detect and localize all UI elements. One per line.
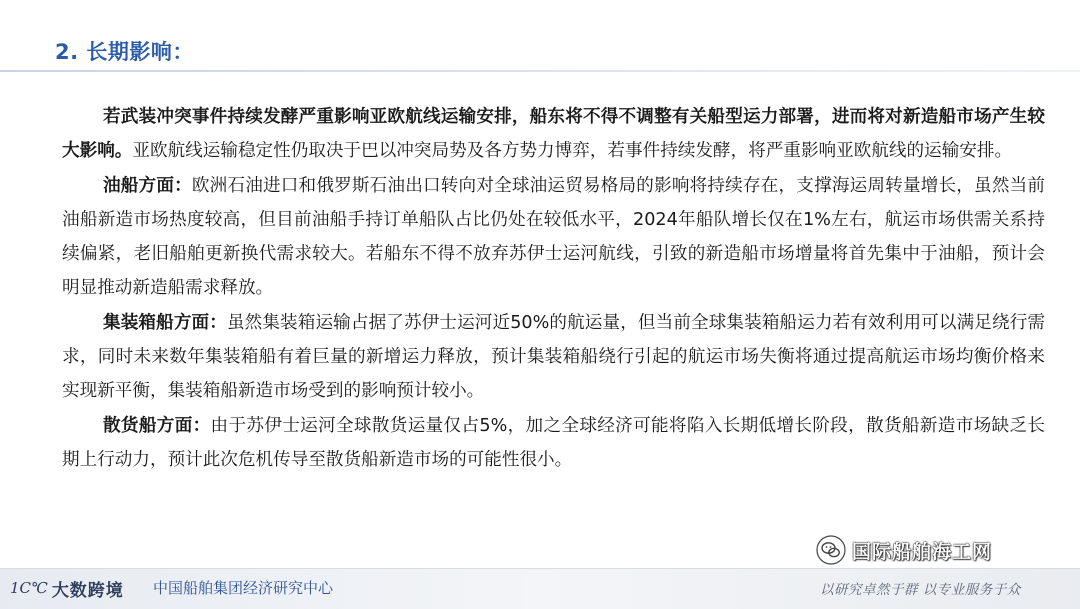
watermark-text: 国际船舶海工网 [852, 540, 993, 563]
paragraph-body: 欧洲石油进口和俄罗斯石油出口转向对全球油运贸易格局的影响将持续存在，支撑海运周转量增长，虽然当前油船新造市场热度较高，但目前油船手持订单船队占比仍处在较低水平，2024年船队增长仅在1%左右，航运市场供需关系持续偏紧，老旧船舶更新换代需求较大。若船东不得不放弃苏伊士运河航线，引致的新造船市场增量将首先集中于油船，预计会明显推动新造船需求释放。 [62, 175, 1045, 299]
footer-organization: 中国船舶集团经济研究中心 [153, 579, 334, 597]
paragraph-lead: 油船方面： [103, 175, 192, 196]
paragraph-body: 虽然集装箱运输占据了苏伊士运河近50%的航运量，但当前全球集装箱船运力若有效利用可以满足绕行需求，同时未来数年集装箱船有着巨量的新增运力释放，预计集装箱船绕行引起的航运市场失衡将通过提高航运市场均衡价格来实现新平衡，集装箱船新造市场受到的影响预计较小。 [62, 312, 1045, 402]
paragraph-body: 由于苏伊士运河全球散货运量仅占5%，加之全球经济可能将陷入长期低增长阶段，散货船新造市场缺乏长期上行动力，预计此次危机传导至散货船新造市场的可能性很小。 [62, 415, 1045, 470]
section-title: 2. 长期影响： [55, 40, 194, 64]
paragraph-tanker [62, 169, 1045, 306]
paragraph-lead: 散货船方面： [103, 415, 211, 436]
paragraph-impact [62, 100, 1045, 169]
paragraph-lead: 集装箱船方面： [103, 312, 227, 333]
paragraph-container [62, 306, 1045, 409]
title-divider [0, 70, 1080, 72]
logo-text: 大数跨境 [51, 580, 124, 601]
body-text [62, 100, 1045, 477]
wechat-icon [816, 535, 846, 565]
paragraph-body: 亚欧航线运输稳定性仍取决于巴以冲突局势及各方势力博弈，若事件持续发酵，将严重影响亚欧航线的运输安排。 [132, 141, 1013, 162]
logo-mark: 1C℃ [10, 579, 48, 597]
watermark [816, 535, 992, 565]
footer-slogan: 以研究卓然于群 以专业服务于众 [820, 582, 1021, 598]
brand-logo [10, 576, 124, 600]
paragraph-bulk [62, 409, 1045, 478]
paragraph-lead: 若武装冲突事件持续发酵严重影响亚欧航线运输安排，船东将不得不调整有关船型运力部署，进而将对新造船市场产生较大影响。 [62, 107, 1045, 162]
